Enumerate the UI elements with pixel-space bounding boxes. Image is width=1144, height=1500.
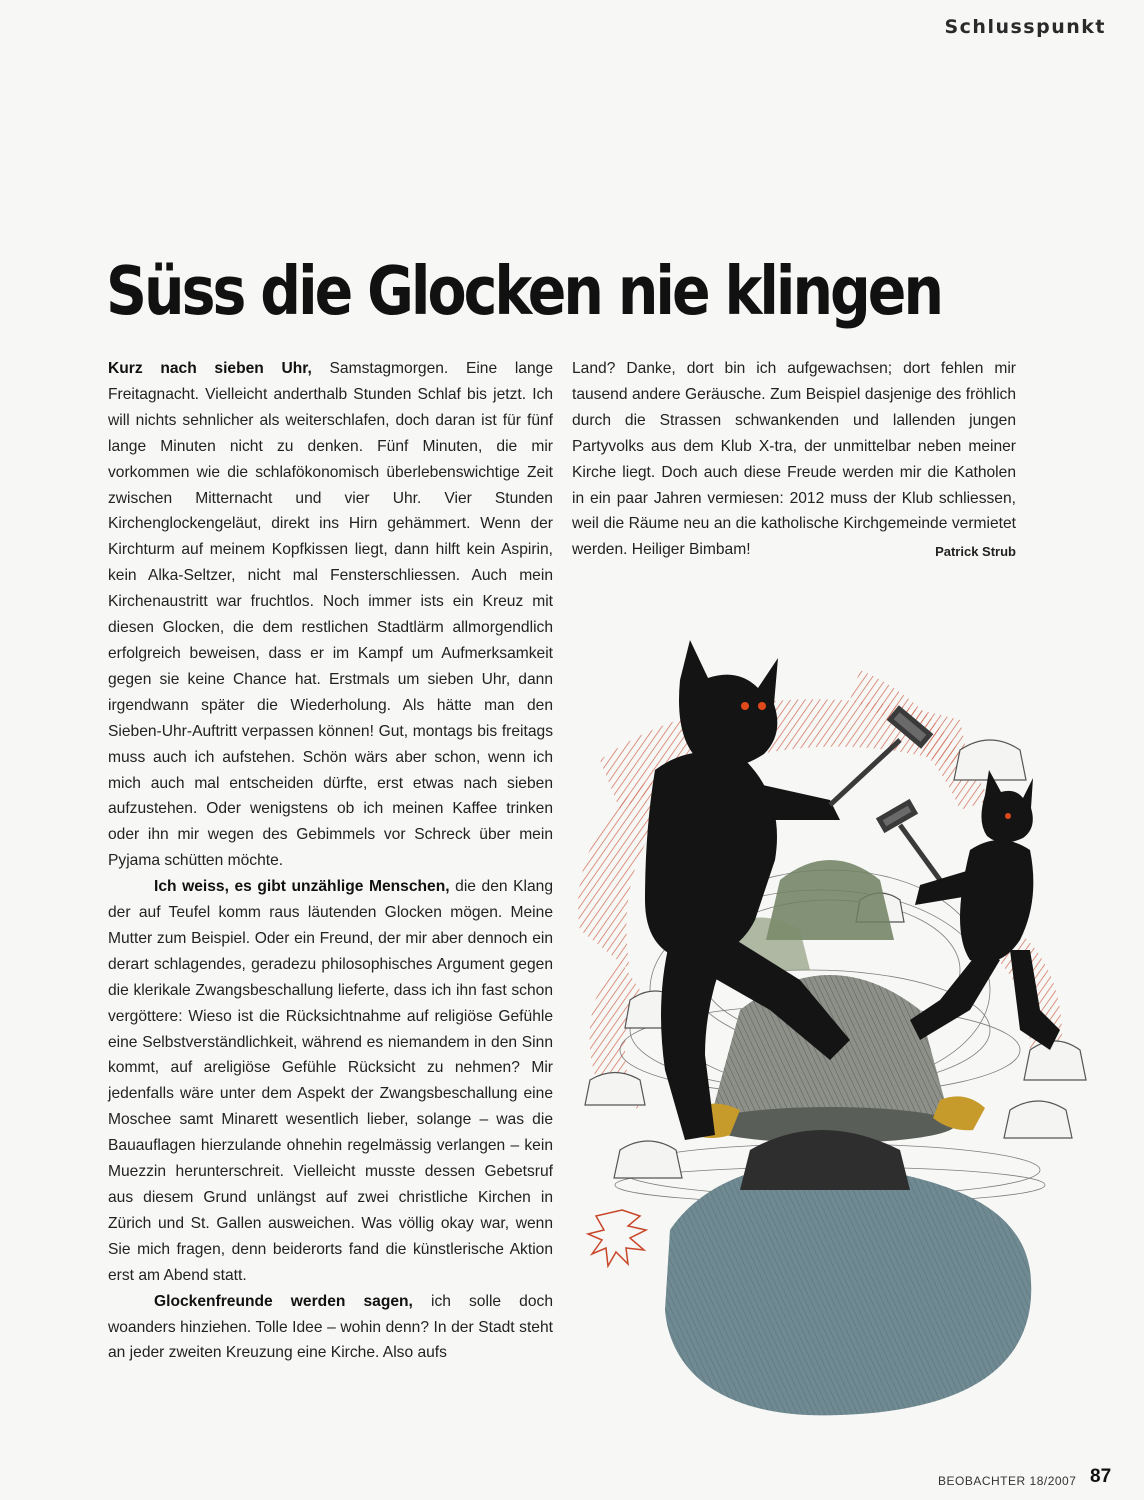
paragraph-3 — [108, 1289, 553, 1367]
paragraph-3-text: ich solle doch woanders hinziehen. Tolle Idee – wohin denn? In der Stadt steht an jeder zweiten Kreuzung eine Kirche. Also aufs — [108, 1292, 553, 1362]
section-label: Schlusspunkt — [944, 16, 1106, 38]
paragraph-2-lead: Ich weiss, es gibt unzählige Menschen, — [154, 878, 450, 896]
paragraph-4 — [572, 356, 1016, 563]
paragraph-2-text: die den Klang der auf Teufel komm raus läutenden Glocken mögen. Meine Mutter zum Beispiel. Oder ein Freund, der mir aber dennoch ein derart schlagendes, geradezu philosophisches Argument gegen die klerikale Zwangsbeschallung lieferte, dass ich ihn fast schon vergöttere: Wieso ist die Rücksichtnahme auf religiöse Gefühle eine Selbstverständlichkeit, während es niemandem in den Sinn kommt, auf areligiöse Gefühle Rücksicht zu nehmen? Mir jedenfalls wäre unter dem Aspekt der Zwangsbeschallung eine Moschee samt Minarett wesentlich lieber, solange – was die Bauauflagen hierzulande ohnehin regelmässig verlangen – kein Muezzin herunterschreit. Vielleicht musste dessen Gebetsruf aus diesem Grund unlängst auf zwei christliche Kirchen in Zürich und St. Gallen ausweichen. Was völlig okay war, wenn Sie mich fragen, denn beiderorts fand die künstlerische Aktion erst am Abend statt. — [108, 878, 553, 1284]
devils-ringing-bells-illustration — [560, 610, 1120, 1450]
paragraph-4-text: Land? Danke, dort bin ich aufgewachsen; dort fehlen mir tausend andere Geräusche. Zum Beispiel dasjenige des fröhlich durch die Strassen schwankenden und lallenden jungen Partyvolks aus dem Klub X-tra, der unmittelbar neben meiner Kirche liegt. Doch auch diese Freude werden mir die Katholen in ein paar Jahren vermiesen: 2012 muss der Klub schliessen, weil die Räume neu an die katholische Kirchgemeinde vermietet werden. Heiliger Bimbam! — [572, 360, 1016, 559]
page-number: 87 — [1090, 1466, 1112, 1487]
author-byline: Patrick Strub — [935, 544, 1016, 560]
spark-icon — [588, 1210, 646, 1266]
paragraph-1 — [108, 356, 553, 874]
footer-publication: BEOBACHTER 18/2007 — [938, 1474, 1077, 1488]
paragraph-2 — [108, 874, 553, 1289]
small-devil — [910, 770, 1060, 1050]
article-headline: Süss die Glocken nie klingen — [106, 252, 942, 330]
article-column-1 — [108, 356, 553, 1366]
paragraph-3-lead: Glockenfreunde werden sagen, — [154, 1292, 413, 1310]
article-column-2 — [572, 356, 1016, 565]
blanket — [665, 1130, 1031, 1415]
paragraph-1-text: Samstagmorgen. Eine lange Freitagnacht. Vielleicht anderthalb Stunden Schlaf bis jetzt. Ich will nichts sehnlicher als weiterschlafen, doch daran ist für fünf lange Minuten nicht zu denken. Fünf Minuten, die mir vorkommen wie die schlafökonomisch überlebenswichtige Zeit zwischen Mitternacht und vier Uhr. Vier Stunden Kirchenglockengeläut, direkt ins Hirn gehämmert. Wenn der Kirchturm auf meinem Kopfkissen liegt, dann hilft kein Aspirin, kein Alka-Seltzer, nicht mal Fensterschliessen. Auch mein Kirchenaustritt war fruchtlos. Noch immer ists ein Kreuz mit diesen Glocken, die dem restlichen Stadtlärm allmorgendlich erfolgreich beweisen, dass er im Kampf um Aufmerksamkeit gegen sie keine Chance hat. Erstmals um sieben Uhr, dann irgendwann später die Wiederholung. Als hätte man den Sieben-Uhr-Auftritt verpassen können! Gut, montags bis freitags muss auch ich aufstehen. Schön wärs aber schon, wenn ich mich auch mal entscheiden dürfte, erst etwas nach sieben aufzustehen. Oder wenigstens ob ich meinen Kaffee trinken oder ihn mir wegen des Gebimmels vor Schreck über mein Pyjama schütten möchte. — [108, 360, 553, 870]
paragraph-1-lead: Kurz nach sieben Uhr, — [108, 360, 312, 377]
